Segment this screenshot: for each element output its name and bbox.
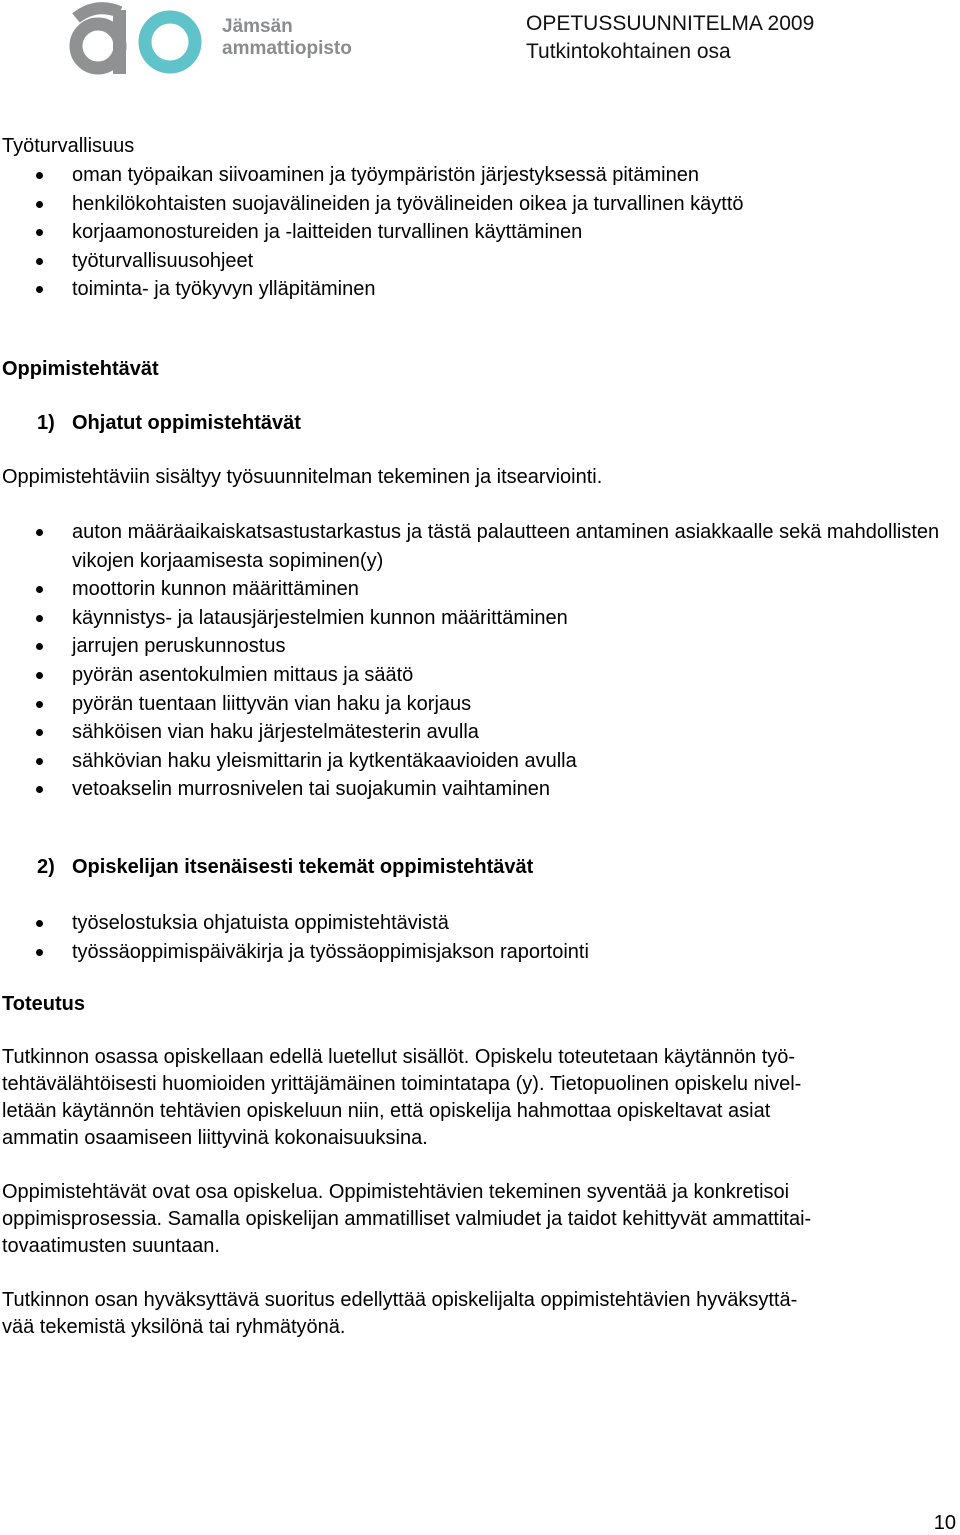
safety-heading: Työturvallisuus (2, 135, 135, 157)
bullet-icon (36, 729, 43, 736)
bullet-icon (36, 529, 43, 536)
bullet-icon (36, 172, 43, 179)
document-title: OPETUSSUUNNITELMA 2009 (526, 12, 815, 35)
independent-tasks-title: Opiskelijan itsenäisesti tekemät oppimistehtävät (72, 856, 534, 878)
implementation-paragraph-3: Tutkinnon osan hyväksyttävä suoritus edellyttää opiskelijalta oppimistehtävien hyväksyttä- vää tekemistä yksilönä tai ryhmätyönä. (2, 1289, 798, 1338)
bullet-icon (36, 672, 43, 679)
page-number: 10 (933, 1512, 956, 1534)
implementation-paragraph-2: Oppimistehtävät ovat osa opiskelua. Oppimistehtävien tekeminen syventää ja konkretisoi oppimisprosessia. Samalla opiskelijan ammatilliset valmiudet ja taidot kehittyvät ammattitai- tovaatimusten suuntaan. (2, 1181, 812, 1257)
guided-tasks-title: Ohjatut oppimistehtävät (72, 412, 301, 434)
independent-tasks-number: 2) (37, 856, 55, 878)
bullet-icon (36, 949, 43, 956)
logo-word-1: Jämsän (222, 16, 293, 37)
bullet-icon (36, 643, 43, 650)
bullet-icon (36, 786, 43, 793)
safety-list (0, 161, 952, 304)
implementation-paragraph-1: Tutkinnon osassa opiskellaan edellä luetellut sisällöt. Opiskelu toteutetaan käytännön työ- tehtävälähtöisesti huomioiden yrittäjämäinen toimintatapa (y). Tietopuolinen opiskelu nivel- letään käytännön tehtävien opiskeluun niin, että opiskelija hahmottaa opiskeltavat asiat ammatin osaamiseen liittyvinä kokonaisuuksina. (2, 1046, 802, 1149)
list-item: auton määräaikaiskatsastustarkastus ja tästä palautteen antaminen asiakkaalle sekä mahdollisten vikojen korjaamisesta sopiminen(y) (0, 518, 952, 575)
guided-tasks-list (0, 518, 952, 804)
list-item: sähköisen vian haku järjestelmätesterin avulla (0, 718, 952, 747)
bullet-icon (36, 758, 43, 765)
list-item: pyörän asentokulmien mittaus ja säätö (0, 661, 952, 690)
bullet-icon (36, 586, 43, 593)
guided-tasks-heading (37, 409, 301, 437)
bullet-icon (36, 229, 43, 236)
ao-logo-mark (66, 2, 226, 80)
school-logo (66, 2, 366, 80)
independent-tasks-heading (37, 853, 533, 881)
list-item: sähkövian haku yleismittarin ja kytkentäkaavioiden avulla (0, 747, 952, 776)
list-item: oman työpaikan siivoaminen ja työympäristön järjestyksessä pitäminen (0, 161, 952, 190)
logo-word-2: ammattiopisto (222, 38, 352, 59)
independent-tasks-list (0, 909, 952, 966)
guided-tasks-number: 1) (37, 412, 55, 434)
list-item: jarrujen peruskunnostus (0, 632, 952, 661)
list-item: toiminta- ja työkyvyn ylläpitäminen (0, 275, 952, 304)
list-item: korjaamonostureiden ja -laitteiden turvallinen käyttäminen (0, 218, 952, 247)
list-item: henkilökohtaisten suojavälineiden ja työvälineiden oikea ja turvallinen käyttö (0, 190, 952, 219)
list-item: pyörän tuentaan liittyvän vian haku ja korjaus (0, 690, 952, 719)
bullet-icon (36, 920, 43, 927)
bullet-icon (36, 201, 43, 208)
bullet-icon (36, 258, 43, 265)
document-subtitle: Tutkintokohtainen osa (526, 40, 731, 63)
logo-wordmark (222, 16, 352, 60)
list-item: käynnistys- ja latausjärjestelmien kunnon määrittäminen (0, 604, 952, 633)
list-item: moottorin kunnon määrittäminen (0, 575, 952, 604)
bullet-icon (36, 615, 43, 622)
bullet-icon (36, 701, 43, 708)
tasks-heading: Oppimistehtävät (2, 358, 159, 380)
list-item: vetoakselin murrosnivelen tai suojakumin vaihtaminen (0, 775, 952, 804)
document-header (526, 10, 814, 66)
implementation-heading: Toteutus (2, 993, 85, 1015)
bullet-icon (36, 286, 43, 293)
list-item: työturvallisuusohjeet (0, 247, 952, 276)
guided-tasks-intro: Oppimistehtäviin sisältyy työsuunnitelman tekeminen ja itsearviointi. (2, 466, 603, 488)
list-item: työselostuksia ohjatuista oppimistehtävistä (0, 909, 952, 938)
list-item: työssäoppimispäiväkirja ja työssäoppimisjakson raportointi (0, 938, 952, 967)
